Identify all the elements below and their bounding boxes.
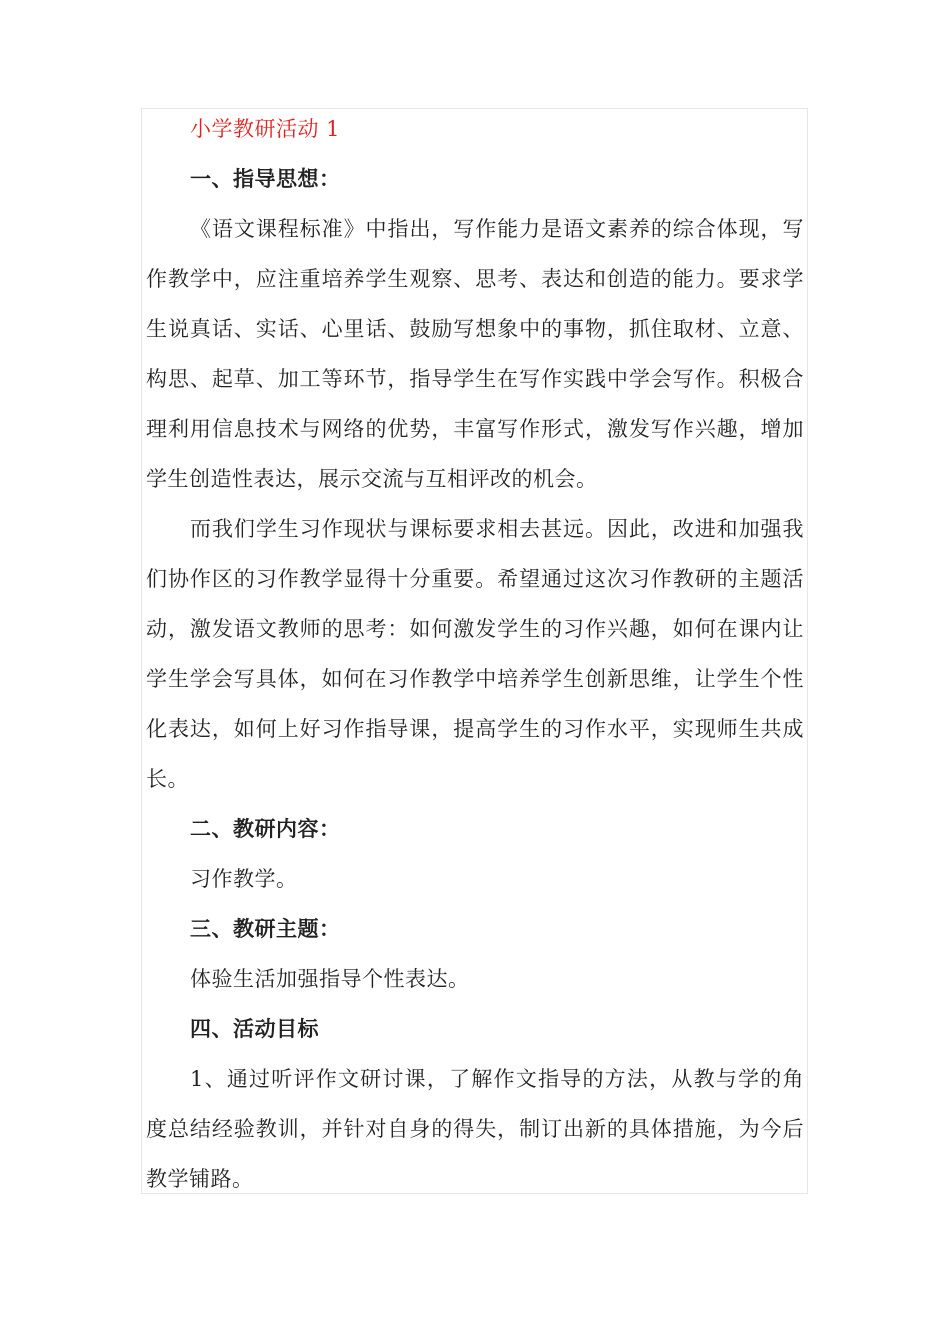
paragraph-content: 习作教学。 <box>190 867 298 891</box>
section-heading-goals: 四、活动目标 <box>190 1016 319 1041</box>
document-title: 小学教研活动 1 <box>190 117 341 141</box>
section-heading-theme: 三、教研主题： <box>190 916 341 941</box>
paragraph-guiding-thought-1: 《语文课程标准》中指出，写作能力是语文素养的综合体现，写作教学中，应注重培养学生观察、思考、表达和创造的能力。要求学生说真话、实话、心里话、鼓励写想象中的事物，抓住取材、立意、构思、起草、加工等环节，指导学生在写作实践中学会写作。积极合理利用信息技术与网络的优势，丰富写作形式，激发写作兴趣，增加学生创造性表达，展示交流与互相评改的机会。 <box>146 217 804 491</box>
document-body <box>146 104 804 1204</box>
paragraph-guiding-thought-2: 而我们学生习作现状与课标要求相去甚远。因此，改进和加强我们协作区的习作教学显得十分重要。希望通过这次习作教研的主题活动，激发语文教师的思考：如何激发学生的习作兴趣，如何在课内让学生学会写具体，如何在习作教学中培养学生创新思维，让学生个性化表达，如何上好习作指导课，提高学生的习作水平，实现师生共成长。 <box>146 517 804 791</box>
paragraph-theme: 体验生活加强指导个性表达。 <box>190 967 470 991</box>
paragraph-goal-1: 1、通过听评作文研讨课，了解作文指导的方法，从教与学的角度总结经验教训，并针对自身的得失，制订出新的具体措施，为今后教学铺路。 <box>146 1067 804 1191</box>
section-heading-guiding-thought: 一、指导思想： <box>190 166 341 191</box>
section-heading-content: 二、教研内容： <box>190 816 341 841</box>
